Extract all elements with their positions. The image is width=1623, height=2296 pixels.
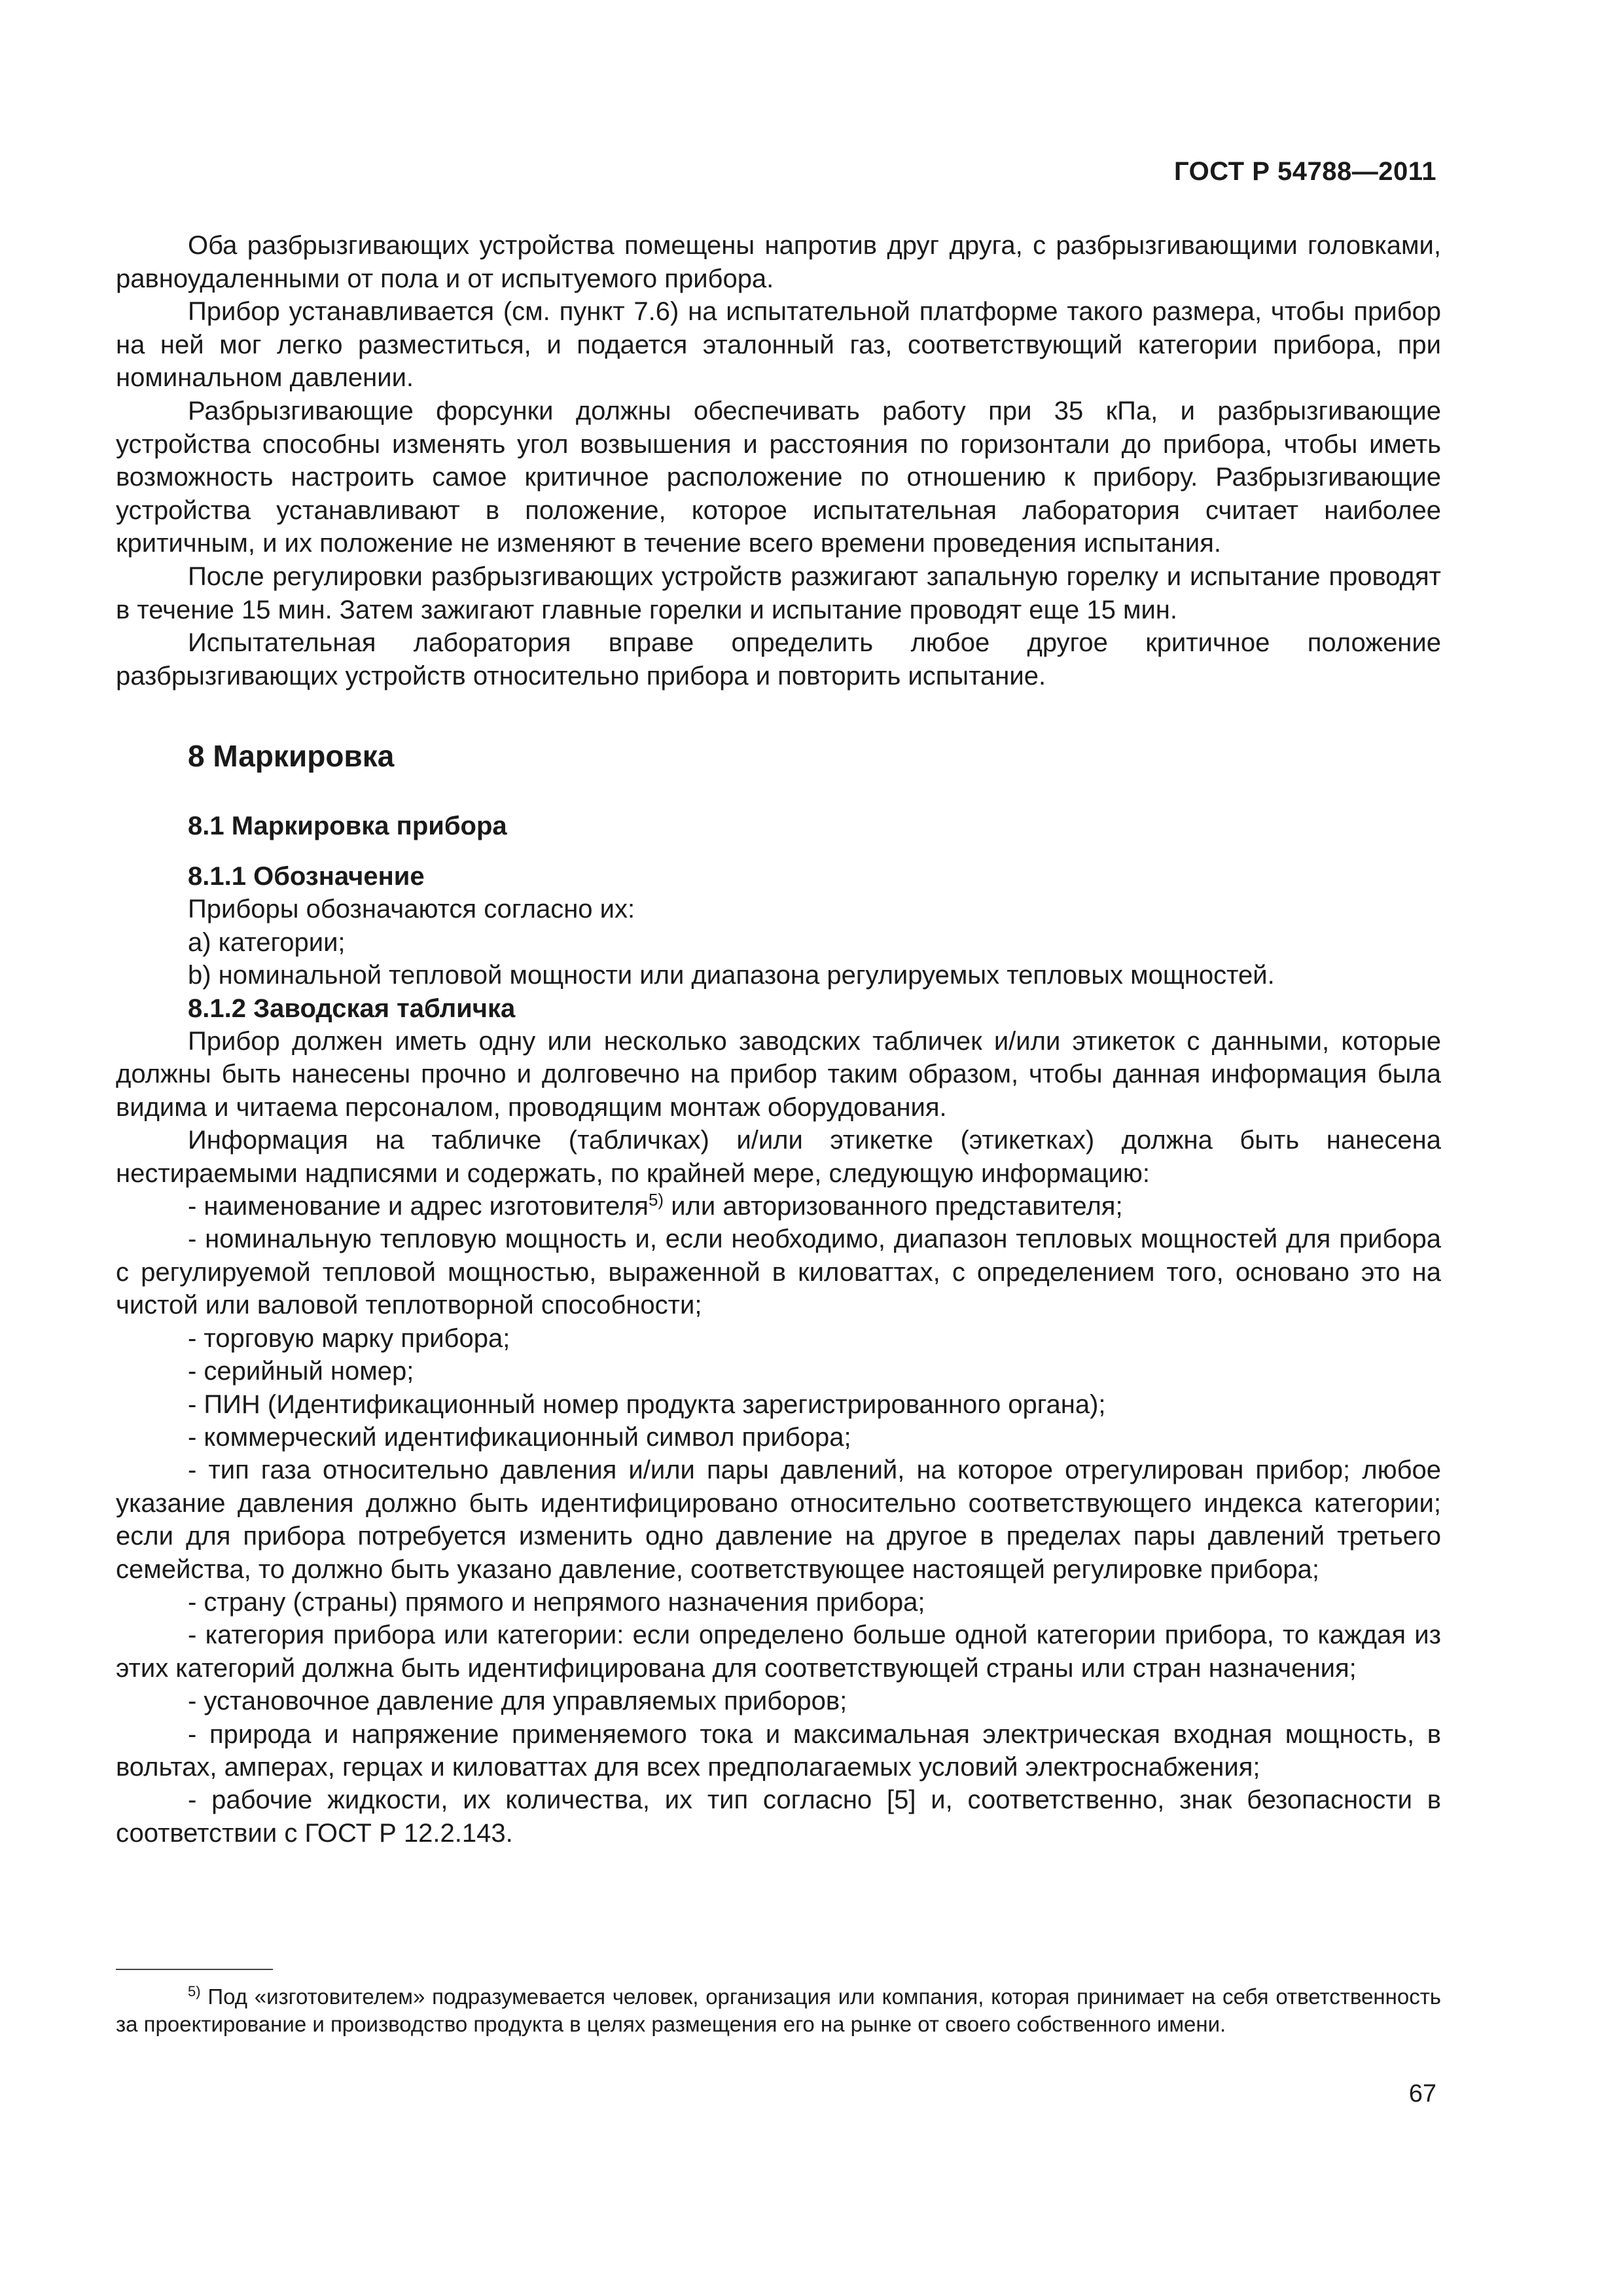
paragraph: После регулировки разбрызгивающих устройств разжигают запальную горелку и испытание проводят в течение 15 мин. Затем зажигают главные горелки и испытание проводят еще 15 мин. (116, 562, 1441, 624)
paragraph: Информация на табличке (табличках) и/или этикетке (этикетках) должна быть нанесена нестираемыми надписями и содержать, по крайней мере, следующую информацию: (116, 1126, 1441, 1188)
footnote-text: Под «изготовителем» подразумевается человек, организация или компания, которая принимает на себя ответственность за проектирование и производство продукта в целях размещения его на рынке от своего собственного имени. (116, 1984, 1441, 2036)
section-heading: 8 Маркировка (188, 739, 395, 773)
marking-section (116, 860, 1441, 1850)
list-item: a) категории; (188, 927, 346, 957)
list-item (116, 1190, 1441, 1223)
footnote-divider (116, 1969, 273, 1970)
subsection-heading: 8.1 Маркировка прибора (188, 812, 507, 840)
intro-text (116, 229, 1441, 692)
list-item: - коммерческий идентификационный символ прибора; (188, 1422, 851, 1452)
list-item: - торговую марку прибора; (188, 1323, 510, 1353)
footnote-mark: 5) (188, 1983, 201, 2000)
list-item: - тип газа относительно давления и/или пары давлений, на которое отрегулирован прибор; любое указание давления должно быть идентифицировано относительно соответствующего индекса категории; если для прибора потребуется изменить одно давление на другое в пределах пары давлений третьего семейства, то должно быть указано давление, соответствующее настоящей регулировке прибора; (116, 1456, 1441, 1584)
clause-heading: 8.1.1 Обозначение (188, 862, 425, 891)
clause-heading: 8.1.2 Заводская табличка (188, 994, 516, 1023)
paragraph: Разбрызгивающие форсунки должны обеспечивать работу при 35 кПа, и разбрызгивающие устройства способны изменять угол возвышения и расстояния по горизонтали до прибора, чтобы иметь возможность настроить самое критичное расположение по отношению к прибору. Разбрызгивающие устройства устанавливают в положение, которое испытательная лаборатория считает наиболее критичным, и их положение не изменяют в течение всего времени проведения испытания. (116, 396, 1441, 558)
list-item-text: или авторизованного представителя; (664, 1192, 1123, 1221)
paragraph: Приборы обозначаются согласно их: (188, 895, 635, 924)
list-item: - ПИН (Идентификационный номер продукта зарегистрированного органа); (188, 1390, 1106, 1419)
page-number: 67 (1408, 2080, 1436, 2108)
list-item: - рабочие жидкости, их количества, их тип согласно [5] и, соответственно, знак безопасности в соответствии с ГОСТ Р 12.2.143. (116, 1785, 1441, 1848)
list-item: - природа и напряжение применяемого тока и максимальная электрическая входная мощность, в вольтах, амперах, герцах и киловаттах для всех предполагаемых условий электроснабжения; (116, 1719, 1441, 1782)
footnote-ref[interactable]: 5) (648, 1190, 664, 1210)
list-item: - страну (страны) прямого и непрямого назначения прибора; (188, 1587, 925, 1617)
document-header: ГОСТ Р 54788—2011 (1174, 157, 1436, 186)
list-item: - категория прибора или категории: если определено больше одной категории прибора, то каждая из этих категорий должна быть идентифицирована для соответствующей страны или стран назначения; (116, 1621, 1441, 1683)
footnote (116, 1983, 1441, 2038)
paragraph: Оба разбрызгивающих устройства помещены напротив друг друга, с разбрызгивающими головками, равноудаленными от пола и от испытуемого прибора. (116, 231, 1441, 293)
list-item: b) номинальной тепловой мощности или диапазона регулируемых тепловых мощностей. (188, 961, 1275, 990)
paragraph: Прибор устанавливается (см. пункт 7.6) на испытательной платформе такого размера, чтобы прибор на ней мог легко разместиться, и подается эталонный газ, соответствующий категории прибора, при номинальном давлении. (116, 297, 1441, 393)
list-item-text: - наименование и адрес изготовителя (188, 1192, 649, 1221)
paragraph: Прибор должен иметь одну или несколько заводских табличек и/или этикеток с данными, которые должны быть нанесены прочно и долговечно на прибор таким образом, чтобы данная информация была видима и читаема персоналом, проводящим монтаж оборудования. (116, 1027, 1441, 1122)
list-item: - номинальную тепловую мощность и, если необходимо, диапазон тепловых мощностей для прибора с регулируемой тепловой мощностью, выраженной в киловаттах, с определением того, основано это на чистой или валовой теплотворной способности; (116, 1225, 1441, 1320)
list-item: - установочное давление для управляемых приборов; (188, 1687, 847, 1716)
paragraph: Испытательная лаборатория вправе определить любое другое критичное положение разбрызгивающих устройств относительно прибора и повторить испытание. (116, 628, 1441, 691)
list-item: - серийный номер; (188, 1357, 414, 1386)
